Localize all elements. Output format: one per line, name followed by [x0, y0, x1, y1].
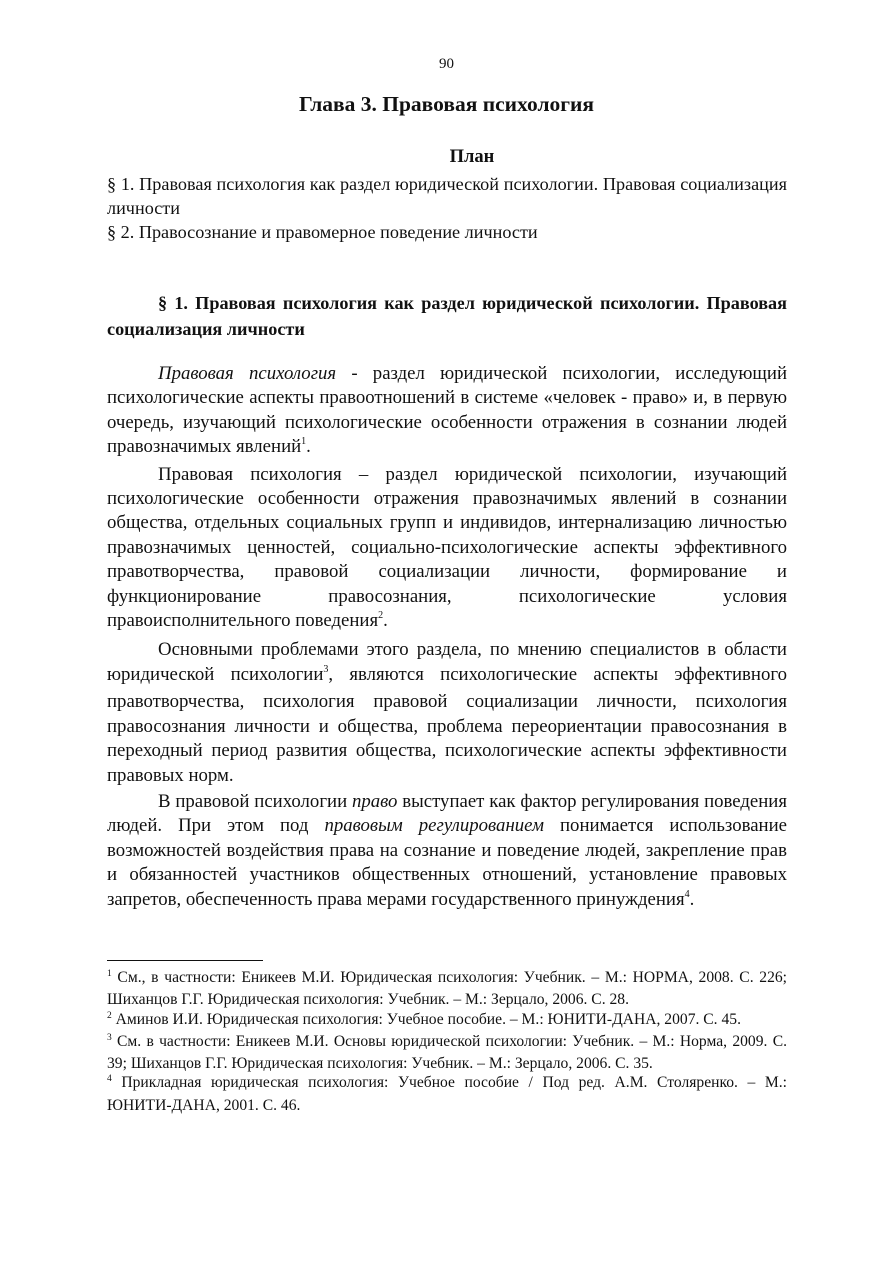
paragraph-text: Правовая психология – раздел юридической психологии, изучающий психологические особенности отражения правозначимых явлений в сознании общества, отдельных социальных групп и индивидов, интернализацию личностью правозначимых ценностей, социально-психологические аспекты эффективного правотворчества, правовой социализации личности, формирование и функционирование правосознания, психологические условия правоисполнительного поведения [107, 463, 787, 632]
footnote-text: См. в частности: Еникеев М.И. Основы юридической психологии: Учебник. – М.: Норма, 2009. С. 39; Шиханцов Г.Г. Юридическая психология: Учебник. – М.: Зерцало, 2006. С. 35. [107, 1032, 787, 1073]
footnote-ref[interactable]: 2 [378, 610, 384, 622]
footnote-ref[interactable]: 3 [323, 663, 329, 675]
plan-item: § 1. Правовая психология как раздел юридической психологии. Правовая социализация личности [107, 174, 787, 218]
footnote [107, 1010, 787, 1032]
paragraph-text: В правовой психологии [158, 790, 352, 812]
paragraph-1 [107, 362, 787, 463]
plan-item: § 2. Правосознание и правомерное поведение личности [107, 222, 538, 242]
paragraph-text: выступает как фактор регулирования поведения людей. При этом под [107, 790, 787, 837]
footnote-separator [107, 960, 263, 961]
paragraph-text: , являются психологические аспекты эффективного правотворчества, психология правовой социализации личности, психология правосознания личности и общества, проблема переориентации правосознания в переходный период развития общества, психологические аспекты эффективности правовых норм. [107, 663, 787, 786]
footnote-number: 2 [107, 1010, 112, 1021]
paragraph-end: . [306, 436, 311, 458]
chapter-title: Глава 3. Правовая психология [298, 92, 595, 116]
term-legal-regulation: правовым регулированием [324, 815, 545, 837]
footnote-text: Аминов И.И. Юридическая психология: Учебное пособие. – М.: ЮНИТИ-ДАНА, 2007. С. 45. [111, 1010, 741, 1028]
footnote [107, 1032, 787, 1074]
paragraph-3 [107, 638, 787, 787]
footnote-text: Прикладная юридическая психология: Учебное пособие / Под ред. А.М. Столяренко. – М.: ЮНИТИ-ДАНА, 2001. С. 46. [107, 1074, 787, 1114]
section-title: § 1. Правовая психология как раздел юридической психологии. Правовая социализация личности [107, 293, 787, 339]
footnote-text: См., в частности: Еникеев М.И. Юридическая психология: Учебник. – М.: НОРМА, 2008. С. 226; Шиханцов Г.Г. Юридическая психология: Учебник. – М.: Зерцало, 2006. С. 28. [107, 969, 787, 1009]
footnote-ref[interactable]: 4 [684, 888, 690, 900]
paragraph-text: - раздел юридической психологии, исследующий психологические аспекты правоотношений в системе «человек - право» и, в первую очередь, изучающий психологические особенности отражения в сознании людей правозначимых явлений [107, 363, 787, 458]
footnote-number: 4 [107, 1074, 112, 1085]
footnote-number: 3 [107, 1032, 112, 1043]
paragraph-text: Основными проблемами этого раздела, по мнению специалистов в области юридической психологии [107, 639, 787, 685]
footnote [107, 968, 787, 1010]
footnote [107, 1073, 787, 1115]
footnote-ref[interactable]: 1 [301, 436, 307, 448]
paragraph-2 [107, 463, 787, 637]
paragraph-text: понимается использование возможностей воздействия права на сознание и поведение людей, закрепление прав и обязанностей участников общественных отношений, установление правовых запретов, обеспеченность права мерами государственного принуждения [107, 815, 787, 910]
term-law: право [351, 790, 398, 812]
plan-title: План [449, 147, 495, 167]
paragraph-4 [107, 790, 787, 915]
term-legal-psychology: Правовая психология [158, 363, 337, 384]
footnote-number: 1 [107, 969, 112, 979]
footnotes [107, 968, 787, 1115]
body-text [107, 362, 787, 915]
paragraph-end: . [383, 610, 388, 632]
page-number: 90 [439, 56, 454, 72]
plan-list [107, 172, 787, 244]
paragraph-end: . [689, 888, 695, 910]
